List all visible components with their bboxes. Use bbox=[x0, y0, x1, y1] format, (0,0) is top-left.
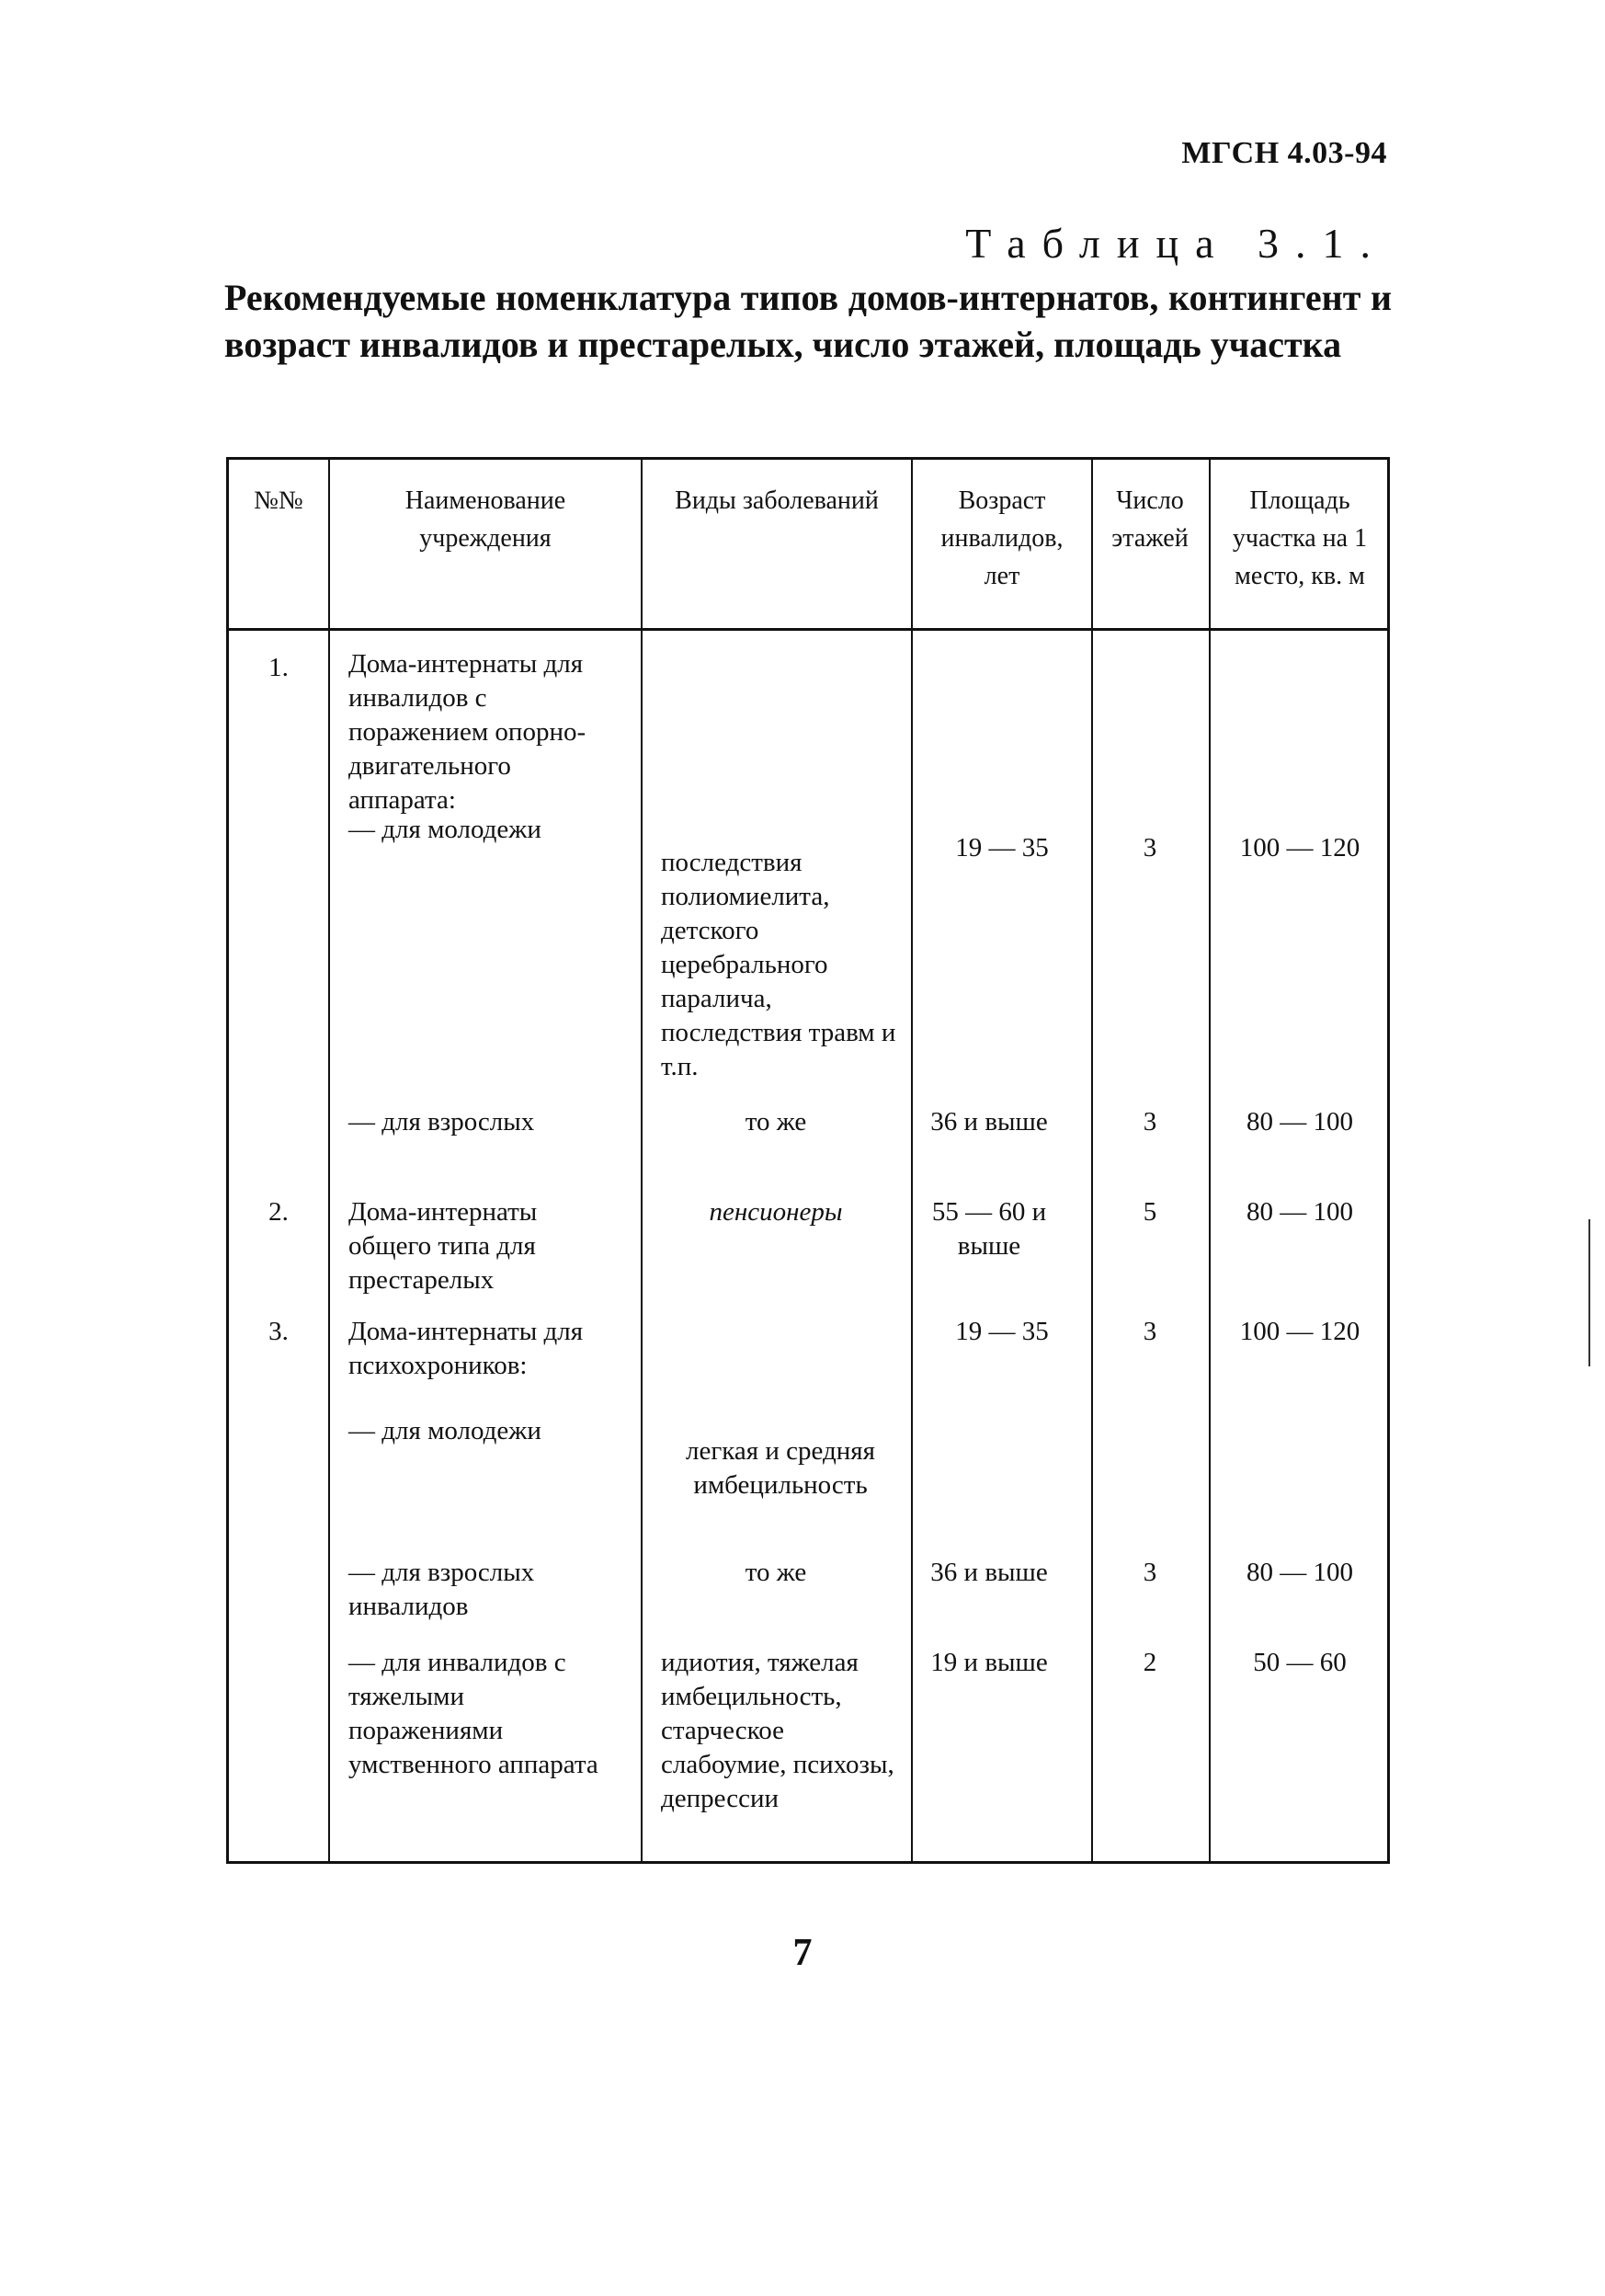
row-age: 55 — 60 и выше bbox=[931, 1197, 1047, 1261]
row-name: — для инвалидов с тяжелыми поражениями умственного аппарата bbox=[348, 1648, 598, 1779]
row-disease: то же bbox=[745, 1558, 807, 1587]
row-floors: 3 bbox=[1143, 833, 1157, 862]
row-age: 19 и выше bbox=[930, 1648, 1048, 1677]
row-floors: 5 bbox=[1143, 1197, 1157, 1227]
column-divider bbox=[328, 460, 330, 1861]
row-floors: 3 bbox=[1143, 1317, 1157, 1346]
margin-mark bbox=[1588, 1219, 1590, 1366]
row-area: 100 — 120 bbox=[1239, 833, 1360, 862]
row-num: 2. bbox=[268, 1197, 289, 1227]
row-disease: пенсионеры bbox=[709, 1197, 843, 1227]
row-floors: 3 bbox=[1143, 1107, 1157, 1137]
row-floors: 2 bbox=[1143, 1648, 1157, 1677]
row-num: 1. bbox=[268, 653, 289, 682]
header-area: Площадь участка на 1 место, кв. м bbox=[1232, 486, 1368, 590]
row-area: 80 — 100 bbox=[1246, 1107, 1353, 1137]
row-age: 19 — 35 bbox=[955, 1317, 1049, 1346]
header-name: Наименование учреждения bbox=[404, 486, 566, 553]
header-divider bbox=[229, 628, 1387, 631]
header-num: №№ bbox=[254, 486, 303, 515]
row-area: 80 — 100 bbox=[1246, 1197, 1353, 1227]
row-name: — для взрослых bbox=[348, 1107, 535, 1137]
row-disease: легкая и средняя имбецильность bbox=[686, 1436, 875, 1500]
row-name: — для молодежи bbox=[348, 815, 541, 844]
table-title: Рекомендуемые номенклатура типов домов-интернатов, контингент и возраст инвалидов и престарелых, число этажей, площадь участка bbox=[224, 277, 1392, 365]
row-name: Дома-интернаты для психохроников: bbox=[348, 1317, 584, 1380]
row-disease: последствия полиомиелита, детского церебрального паралича, последствия травм и т.п. bbox=[661, 848, 896, 1081]
column-divider bbox=[1209, 460, 1211, 1861]
document-code: МГСН 4.03-94 bbox=[1181, 136, 1387, 170]
header-age: Возраст инвалидов, лет bbox=[940, 486, 1064, 590]
row-age: 36 и выше bbox=[930, 1558, 1048, 1587]
header-disease: Виды заболеваний bbox=[675, 486, 879, 515]
row-disease: идиотия, тяжелая имбецильность, старческое слабоумие, психозы, депрессии bbox=[661, 1648, 894, 1813]
row-name: Дома-интернаты общего типа для престарелых bbox=[348, 1197, 538, 1295]
row-name: — для взрослых инвалидов bbox=[348, 1558, 535, 1621]
column-divider bbox=[641, 460, 643, 1861]
table-number: Таблица 3.1. bbox=[965, 220, 1387, 267]
page-number: 7 bbox=[792, 1932, 813, 1974]
row-num: 3. bbox=[268, 1317, 289, 1346]
row-disease: то же bbox=[745, 1107, 807, 1137]
row-name: — для молодежи bbox=[348, 1416, 541, 1445]
column-divider bbox=[911, 460, 913, 1861]
data-table bbox=[226, 457, 1390, 1864]
row-age: 36 и выше bbox=[930, 1107, 1048, 1137]
row-age: 19 — 35 bbox=[955, 833, 1049, 862]
row-name: Дома-интернаты для инвалидов с поражением опорно-двигательного аппарата: bbox=[348, 649, 586, 815]
header-floors: Число этажей bbox=[1111, 486, 1189, 553]
row-area: 80 — 100 bbox=[1246, 1558, 1353, 1587]
row-area: 50 — 60 bbox=[1253, 1648, 1347, 1677]
row-floors: 3 bbox=[1143, 1558, 1157, 1587]
row-area: 100 — 120 bbox=[1239, 1317, 1360, 1346]
